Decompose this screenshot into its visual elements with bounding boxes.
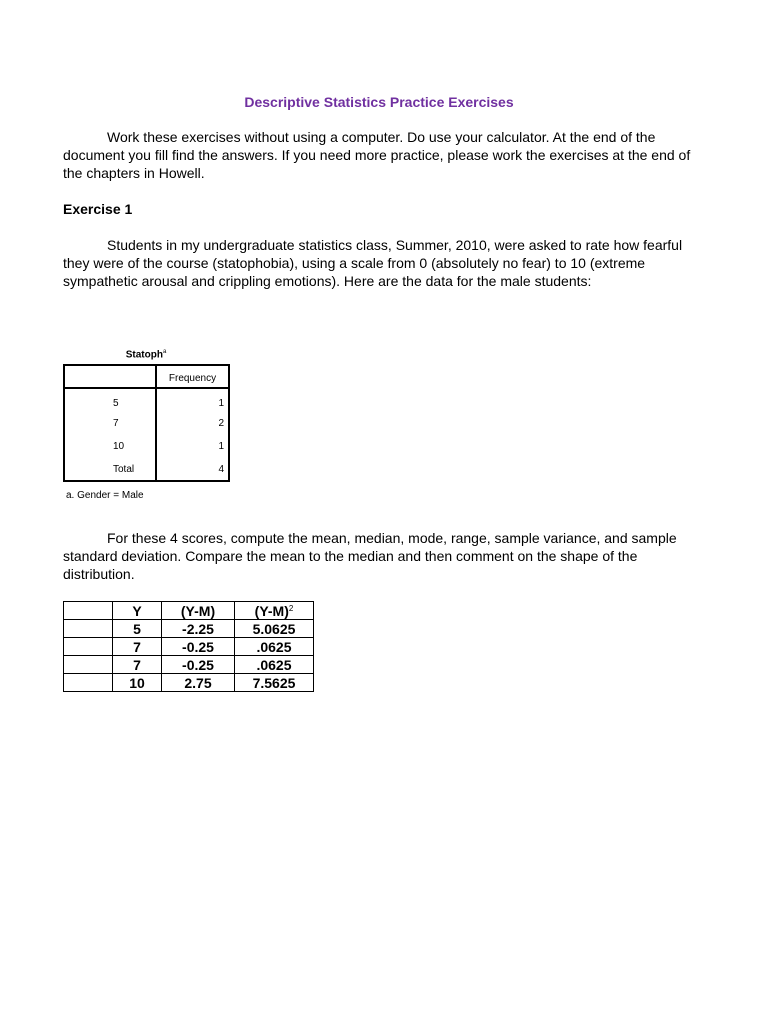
deviation-table — [63, 601, 314, 692]
total-label: Total — [64, 458, 156, 481]
y-column-header: Y — [113, 602, 162, 620]
squared-deviation-value: 7.5625 — [235, 674, 314, 692]
deviation-table-corner — [64, 602, 113, 620]
deviation-value: -0.25 — [162, 638, 235, 656]
table-row — [64, 388, 229, 412]
frequency-column-header: Frequency — [156, 365, 229, 388]
table-row — [64, 412, 229, 435]
instructions-paragraph: For these 4 scores, compute the mean, median, mode, range, sample variance, and sample standard deviation. Compare the mean to the median and then comment on the shape of the distribution. — [63, 530, 677, 582]
deviation-value: -2.25 — [162, 620, 235, 638]
deviation-table-header-row — [64, 602, 314, 620]
frequency-table-title-text: Statoph — [125, 349, 163, 361]
table-row — [64, 656, 314, 674]
total-value: 4 — [156, 458, 229, 481]
frequency-table-header-row — [64, 365, 229, 388]
score-label: 5 — [64, 388, 156, 412]
page-title: Descriptive Statistics Practice Exercises — [244, 94, 514, 110]
row-label-blank — [64, 656, 113, 674]
frequency-value: 1 — [156, 435, 229, 458]
deviation-value: 2.75 — [162, 674, 235, 692]
frequency-value: 2 — [156, 412, 229, 435]
squared-deviation-column-header — [235, 602, 314, 620]
frequency-table — [63, 364, 230, 482]
table-row — [64, 674, 314, 692]
table-row — [64, 620, 314, 638]
y-value: 5 — [113, 620, 162, 638]
frequency-table-header-blank — [64, 365, 156, 388]
exercise-description: Students in my undergraduate statistics class, Summer, 2010, were asked to rate how fearful they were of the course (statophobia), using a scale from 0 (absolutely no fear) to 10 (extreme sympathetic arousal and crippling emotions). Here are the data for the male students: — [63, 237, 683, 289]
intro-paragraph: Work these exercises without using a computer. Do use your calculator. At the end of the document you fill find the answers. If you need more practice, please work the exercises at the end of the chapters in Howell. — [63, 129, 691, 181]
table-footnote: a. Gender = Male — [66, 490, 144, 501]
table-row-total — [64, 458, 229, 481]
row-label-blank — [64, 620, 113, 638]
exercise-heading: Exercise 1 — [63, 201, 133, 217]
squared-deviation-value: 5.0625 — [235, 620, 314, 638]
frequency-table-title — [63, 349, 229, 360]
frequency-value: 1 — [156, 388, 229, 412]
table-row — [64, 638, 314, 656]
row-label-blank — [64, 674, 113, 692]
y-value: 7 — [113, 656, 162, 674]
score-label: 10 — [64, 435, 156, 458]
row-label-blank — [64, 638, 113, 656]
y-value: 7 — [113, 638, 162, 656]
deviation-value: -0.25 — [162, 656, 235, 674]
y-value: 10 — [113, 674, 162, 692]
squared-deviation-value: .0625 — [235, 638, 314, 656]
squared-deviation-value: .0625 — [235, 656, 314, 674]
score-label: 7 — [64, 412, 156, 435]
squared-deviation-header-text: (Y-M) — [254, 602, 289, 619]
deviation-column-header: (Y-M) — [162, 602, 235, 620]
table-row — [64, 435, 229, 458]
squared-exponent: 2 — [288, 603, 294, 613]
frequency-table-title-footnote-mark: a — [162, 349, 167, 355]
